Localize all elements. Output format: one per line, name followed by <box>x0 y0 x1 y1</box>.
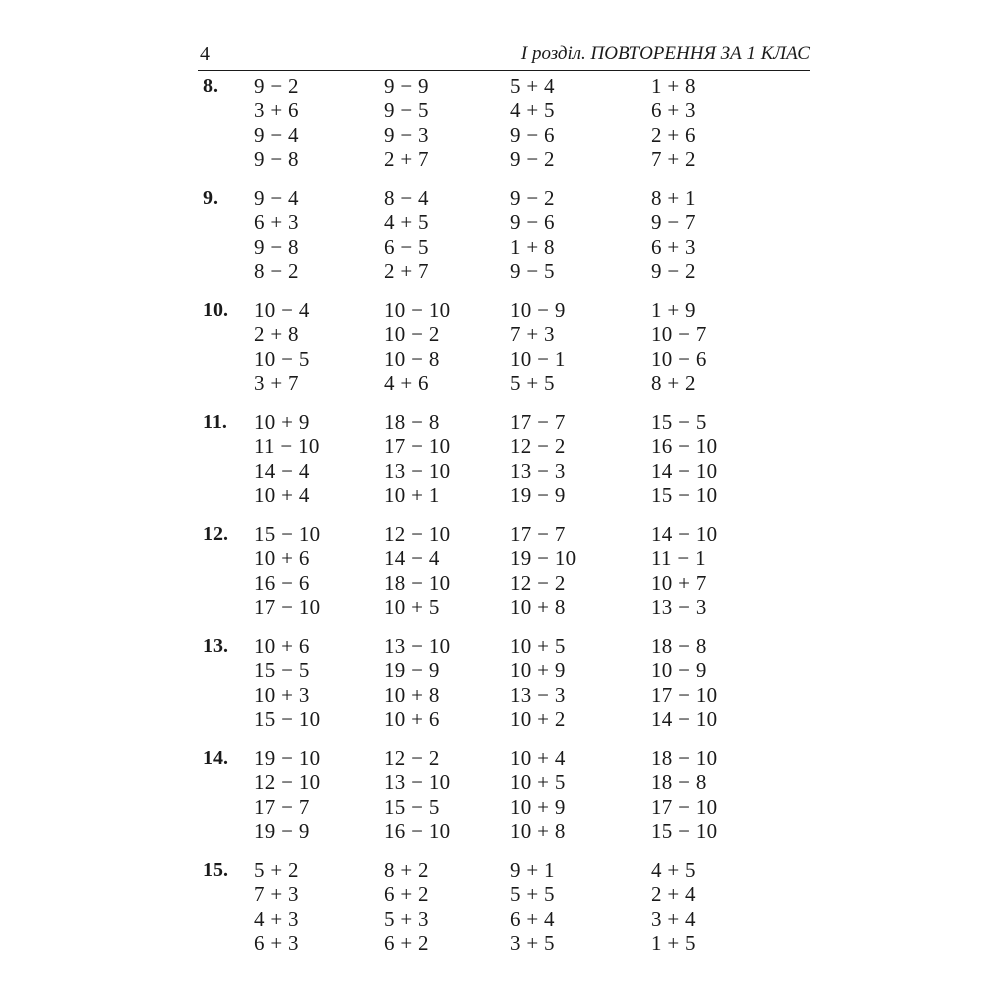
expression: 19 − 10 <box>254 746 321 770</box>
expression: 15 − 5 <box>651 410 707 434</box>
expression-column-1 <box>254 74 374 171</box>
expression: 10 + 1 <box>384 482 440 507</box>
expression: 10 + 3 <box>254 682 310 707</box>
expression-column-1 <box>254 858 374 955</box>
expression: 6 + 3 <box>254 930 299 955</box>
expression-column-4 <box>651 410 771 507</box>
exercise-number: 9. <box>203 187 218 209</box>
expression: 9 − 6 <box>510 210 555 235</box>
exercise-15 <box>0 858 1000 958</box>
expression-column-2 <box>384 186 504 283</box>
expression: 12 − 2 <box>384 746 440 770</box>
expression: 17 − 7 <box>510 522 566 546</box>
expression: 3 + 5 <box>510 930 555 955</box>
expression: 16 − 10 <box>384 818 451 843</box>
expression: 6 + 4 <box>510 906 555 931</box>
expression: 18 − 8 <box>651 770 707 795</box>
expression: 9 − 4 <box>254 186 299 210</box>
expression: 15 − 10 <box>651 482 718 507</box>
expression: 2 + 7 <box>384 146 429 171</box>
expression: 18 − 10 <box>651 746 718 770</box>
expression: 10 − 9 <box>651 658 707 683</box>
expression: 2 + 4 <box>651 882 696 907</box>
expression-column-2 <box>384 634 504 731</box>
expression-column-3 <box>510 186 630 283</box>
expression: 10 − 1 <box>510 346 566 371</box>
expression: 8 + 2 <box>651 370 696 395</box>
expression: 10 + 5 <box>510 770 566 795</box>
page-number: 4 <box>200 43 210 65</box>
expression: 10 + 6 <box>254 546 310 571</box>
expression: 8 + 2 <box>384 858 429 882</box>
expression: 10 − 8 <box>384 346 440 371</box>
expression: 9 − 6 <box>510 122 555 147</box>
expression: 19 − 9 <box>254 818 310 843</box>
expression-column-3 <box>510 298 630 395</box>
expression: 10 − 9 <box>510 298 566 322</box>
expression-column-3 <box>510 410 630 507</box>
expression: 4 + 5 <box>510 98 555 123</box>
expression: 7 + 3 <box>254 882 299 907</box>
exercise-number: 8. <box>203 75 218 97</box>
expression-column-4 <box>651 858 771 955</box>
expression-column-1 <box>254 746 374 843</box>
exercise-number: 12. <box>203 523 228 545</box>
expression: 14 − 10 <box>651 522 718 546</box>
expression: 4 + 5 <box>651 858 696 882</box>
expression: 2 + 7 <box>384 258 429 283</box>
expression: 9 − 7 <box>651 210 696 235</box>
expression: 10 − 10 <box>384 298 451 322</box>
expression: 17 − 10 <box>384 434 451 459</box>
expression: 18 − 10 <box>384 570 451 595</box>
expression: 6 + 3 <box>651 98 696 123</box>
expression: 10 + 9 <box>510 794 566 819</box>
expression: 5 + 2 <box>254 858 299 882</box>
expression: 10 + 4 <box>254 482 310 507</box>
expression: 19 − 9 <box>384 658 440 683</box>
expression-column-2 <box>384 74 504 171</box>
expression: 9 − 8 <box>254 234 299 259</box>
expression: 13 − 10 <box>384 458 451 483</box>
expression: 12 − 10 <box>384 522 451 546</box>
expression: 10 + 6 <box>384 706 440 731</box>
expression: 14 − 4 <box>384 546 440 571</box>
expression: 15 − 10 <box>254 522 321 546</box>
expression: 9 − 8 <box>254 146 299 171</box>
expression: 10 + 9 <box>254 410 310 434</box>
expression: 9 − 2 <box>651 258 696 283</box>
expression-column-4 <box>651 522 771 619</box>
expression: 10 + 2 <box>510 706 566 731</box>
expression: 10 + 8 <box>510 818 566 843</box>
expression: 9 + 1 <box>510 858 555 882</box>
expression: 9 − 9 <box>384 74 429 98</box>
expression: 5 + 5 <box>510 370 555 395</box>
expression: 10 + 5 <box>510 634 566 658</box>
expression-column-3 <box>510 634 630 731</box>
expression: 1 + 5 <box>651 930 696 955</box>
exercise-8 <box>0 74 1000 174</box>
expression: 4 + 3 <box>254 906 299 931</box>
exercise-13 <box>0 634 1000 734</box>
expression: 17 − 7 <box>254 794 310 819</box>
expression: 16 − 6 <box>254 570 310 595</box>
expression: 9 − 2 <box>510 146 555 171</box>
expression: 1 + 9 <box>651 298 696 322</box>
expression: 12 − 10 <box>254 770 321 795</box>
expression: 1 + 8 <box>651 74 696 98</box>
expression: 17 − 10 <box>254 594 321 619</box>
expression-column-2 <box>384 298 504 395</box>
expression: 5 + 3 <box>384 906 429 931</box>
expression: 18 − 8 <box>651 634 707 658</box>
expression: 9 − 5 <box>510 258 555 283</box>
expression: 12 − 2 <box>510 434 566 459</box>
expression: 8 − 4 <box>384 186 429 210</box>
expression: 10 + 4 <box>510 746 566 770</box>
expression: 10 − 5 <box>254 346 310 371</box>
expression: 10 + 8 <box>510 594 566 619</box>
expression: 3 + 4 <box>651 906 696 931</box>
expression: 9 − 4 <box>254 122 299 147</box>
expression: 9 − 2 <box>510 186 555 210</box>
expression: 10 + 8 <box>384 682 440 707</box>
expression-column-4 <box>651 298 771 395</box>
expression: 3 + 7 <box>254 370 299 395</box>
expression: 9 − 3 <box>384 122 429 147</box>
expression-column-4 <box>651 746 771 843</box>
exercise-number: 11. <box>203 411 227 433</box>
expression: 4 + 5 <box>384 210 429 235</box>
expression: 5 + 4 <box>510 74 555 98</box>
expression: 6 + 3 <box>651 234 696 259</box>
expression: 10 + 5 <box>384 594 440 619</box>
expression-column-1 <box>254 410 374 507</box>
expression: 13 − 3 <box>651 594 707 619</box>
expression: 4 + 6 <box>384 370 429 395</box>
exercise-number: 15. <box>203 859 228 881</box>
expression: 10 + 6 <box>254 634 310 658</box>
expression: 10 + 7 <box>651 570 707 595</box>
expression-column-2 <box>384 746 504 843</box>
expression: 17 − 10 <box>651 682 718 707</box>
expression-column-3 <box>510 858 630 955</box>
expression-column-3 <box>510 522 630 619</box>
expression: 14 − 10 <box>651 458 718 483</box>
expression: 17 − 7 <box>510 410 566 434</box>
expression: 15 − 5 <box>254 658 310 683</box>
expression: 8 + 1 <box>651 186 696 210</box>
expression: 17 − 10 <box>651 794 718 819</box>
exercise-number: 10. <box>203 299 228 321</box>
expression: 9 − 2 <box>254 74 299 98</box>
expression: 11 − 10 <box>254 434 320 459</box>
expression-column-3 <box>510 74 630 171</box>
expression-column-2 <box>384 410 504 507</box>
expression: 19 − 10 <box>510 546 577 571</box>
expression: 19 − 9 <box>510 482 566 507</box>
expression: 3 + 6 <box>254 98 299 123</box>
expression-column-1 <box>254 186 374 283</box>
expression: 11 − 1 <box>651 546 706 571</box>
expression: 10 − 2 <box>384 322 440 347</box>
expression-column-1 <box>254 634 374 731</box>
expression-column-2 <box>384 522 504 619</box>
expression: 13 − 10 <box>384 634 451 658</box>
expression: 6 + 2 <box>384 930 429 955</box>
expression: 16 − 10 <box>651 434 718 459</box>
exercise-10 <box>0 298 1000 398</box>
expression: 9 − 5 <box>384 98 429 123</box>
expression: 14 − 10 <box>651 706 718 731</box>
running-header: І розділ. ПОВТОРЕННЯ ЗА 1 КЛАС <box>520 43 810 64</box>
expression: 1 + 8 <box>510 234 555 259</box>
expression: 13 − 10 <box>384 770 451 795</box>
expression: 15 − 10 <box>254 706 321 731</box>
expression: 13 − 3 <box>510 682 566 707</box>
exercise-14 <box>0 746 1000 846</box>
expression-column-4 <box>651 186 771 283</box>
expression-column-2 <box>384 858 504 955</box>
expression: 5 + 5 <box>510 882 555 907</box>
expression: 8 − 2 <box>254 258 299 283</box>
expression-column-1 <box>254 298 374 395</box>
expression-column-4 <box>651 634 771 731</box>
expression: 15 − 5 <box>384 794 440 819</box>
exercise-12 <box>0 522 1000 622</box>
expression: 6 + 2 <box>384 882 429 907</box>
expression: 10 + 9 <box>510 658 566 683</box>
expression: 10 − 7 <box>651 322 707 347</box>
expression: 12 − 2 <box>510 570 566 595</box>
exercise-11 <box>0 410 1000 510</box>
expression: 2 + 8 <box>254 322 299 347</box>
expression: 7 + 3 <box>510 322 555 347</box>
expression: 10 − 6 <box>651 346 707 371</box>
expression: 13 − 3 <box>510 458 566 483</box>
expression: 2 + 6 <box>651 122 696 147</box>
exercise-number: 14. <box>203 747 228 769</box>
expression: 7 + 2 <box>651 146 696 171</box>
expression: 6 − 5 <box>384 234 429 259</box>
expression: 10 − 4 <box>254 298 310 322</box>
expression: 15 − 10 <box>651 818 718 843</box>
expression-column-4 <box>651 74 771 171</box>
exercise-9 <box>0 186 1000 286</box>
expression: 6 + 3 <box>254 210 299 235</box>
expression-column-3 <box>510 746 630 843</box>
expression: 14 − 4 <box>254 458 310 483</box>
expression: 18 − 8 <box>384 410 440 434</box>
exercise-number: 13. <box>203 635 228 657</box>
expression-column-1 <box>254 522 374 619</box>
